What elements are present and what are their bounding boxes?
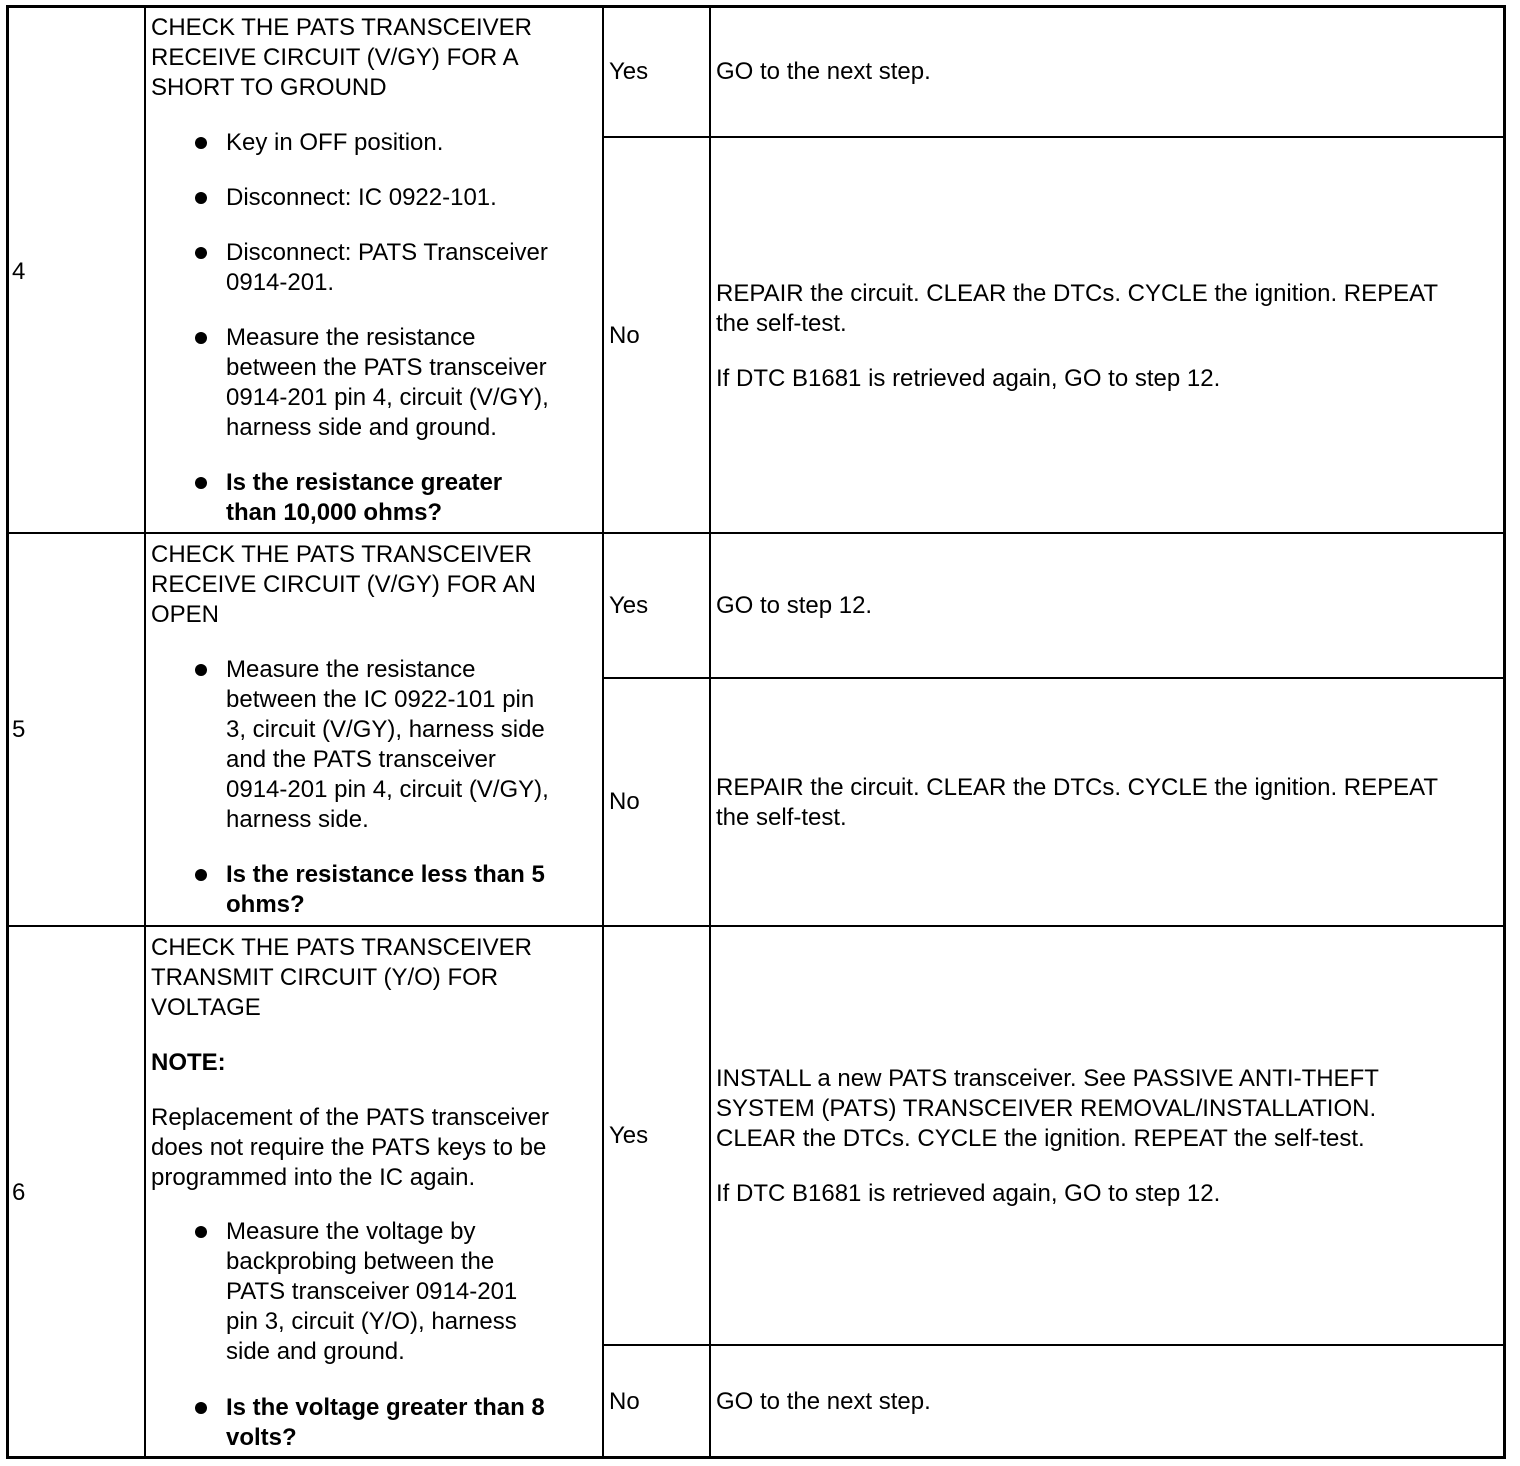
test-title: VOLTAGE — [151, 994, 261, 1021]
instruction: backprobing between the — [226, 1248, 495, 1275]
instruction: 0914-201 pin 4, circuit (V/GY), — [226, 776, 549, 803]
answer-yes: Yes — [609, 1122, 649, 1149]
action-text: SYSTEM (PATS) TRANSCEIVER REMOVAL/INSTALLATION. — [716, 1095, 1377, 1122]
bullet-dot — [195, 664, 207, 676]
test-title: SHORT TO GROUND — [151, 74, 387, 101]
instruction: PATS transceiver 0914-201 — [226, 1278, 518, 1305]
instruction: 3, circuit (V/GY), harness side — [226, 716, 545, 743]
column-divider-test — [602, 5, 604, 1459]
answer-yes: Yes — [609, 592, 649, 619]
instruction: 0914-201 pin 4, circuit (V/GY), — [226, 384, 549, 411]
action-text: the self-test. — [716, 310, 847, 337]
answer-no: No — [609, 322, 640, 349]
question: Is the resistance less than 5 — [226, 861, 545, 888]
column-divider-result — [709, 5, 711, 1459]
bullet-dot — [195, 477, 207, 489]
instruction: harness side. — [226, 806, 369, 833]
question: volts? — [226, 1424, 297, 1451]
action-text: INSTALL a new PATS transceiver. See PASSIVE ANTI-THEFT — [716, 1065, 1379, 1092]
test-title: RECEIVE CIRCUIT (V/GY) FOR AN — [151, 571, 536, 598]
test-title: RECEIVE CIRCUIT (V/GY) FOR A — [151, 44, 519, 71]
row-divider — [6, 925, 1506, 927]
test-title: CHECK THE PATS TRANSCEIVER — [151, 14, 532, 41]
column-divider-step — [144, 5, 146, 1459]
instruction: Measure the voltage by — [226, 1218, 476, 1245]
instruction: Measure the resistance — [226, 656, 476, 683]
test-title: CHECK THE PATS TRANSCEIVER — [151, 541, 532, 568]
action-text: REPAIR the circuit. CLEAR the DTCs. CYCLE the ignition. REPEAT — [716, 280, 1439, 307]
question: Is the voltage greater than 8 — [226, 1394, 545, 1421]
step-number: 5 — [12, 716, 26, 743]
answer-yes: Yes — [609, 58, 649, 85]
note-text: Replacement of the PATS transceiver — [151, 1104, 549, 1131]
step-number: 4 — [12, 258, 26, 285]
instruction: between the IC 0922-101 pin — [226, 686, 535, 713]
action-text: REPAIR the circuit. CLEAR the DTCs. CYCLE the ignition. REPEAT — [716, 774, 1439, 801]
bullet-dot — [195, 137, 207, 149]
row-divider — [6, 532, 1506, 534]
question: ohms? — [226, 891, 305, 918]
action-text: GO to the next step. — [716, 58, 931, 85]
bullet-dot — [195, 869, 207, 881]
outcome-divider — [602, 136, 1506, 138]
instruction: side and ground. — [226, 1338, 405, 1365]
instruction: Disconnect: IC 0922-101. — [226, 184, 497, 211]
instruction: Key in OFF position. — [226, 129, 444, 156]
bullet-dot — [195, 247, 207, 259]
test-title: TRANSMIT CIRCUIT (Y/O) FOR — [151, 964, 499, 991]
action-text: the self-test. — [716, 804, 847, 831]
note-label: NOTE: — [151, 1049, 226, 1076]
step-number: 6 — [12, 1179, 26, 1206]
action-text: CLEAR the DTCs. CYCLE the ignition. REPEAT the self-test. — [716, 1125, 1365, 1152]
question: Is the resistance greater — [226, 469, 503, 496]
bullet-dot — [195, 332, 207, 344]
answer-no: No — [609, 788, 640, 815]
note-text: does not require the PATS keys to be — [151, 1134, 547, 1161]
bullet-dot — [195, 1226, 207, 1238]
note-text: programmed into the IC again. — [151, 1164, 476, 1191]
instruction: Measure the resistance — [226, 324, 476, 351]
instruction: Disconnect: PATS Transceiver — [226, 239, 548, 266]
instruction: harness side and ground. — [226, 414, 497, 441]
bullet-dot — [195, 192, 207, 204]
question: than 10,000 ohms? — [226, 499, 443, 526]
action-text: If DTC B1681 is retrieved again, GO to step 12. — [716, 365, 1221, 392]
action-text: GO to step 12. — [716, 592, 873, 619]
test-title: OPEN — [151, 601, 220, 628]
instruction: between the PATS transceiver — [226, 354, 547, 381]
action-text: GO to the next step. — [716, 1388, 931, 1415]
instruction: and the PATS transceiver — [226, 746, 496, 773]
bullet-dot — [195, 1402, 207, 1414]
instruction: pin 3, circuit (Y/O), harness — [226, 1308, 517, 1335]
outcome-divider — [602, 677, 1506, 679]
test-title: CHECK THE PATS TRANSCEIVER — [151, 934, 532, 961]
answer-no: No — [609, 1388, 640, 1415]
action-text: If DTC B1681 is retrieved again, GO to step 12. — [716, 1180, 1221, 1207]
instruction: 0914-201. — [226, 269, 335, 296]
outcome-divider — [602, 1344, 1506, 1346]
